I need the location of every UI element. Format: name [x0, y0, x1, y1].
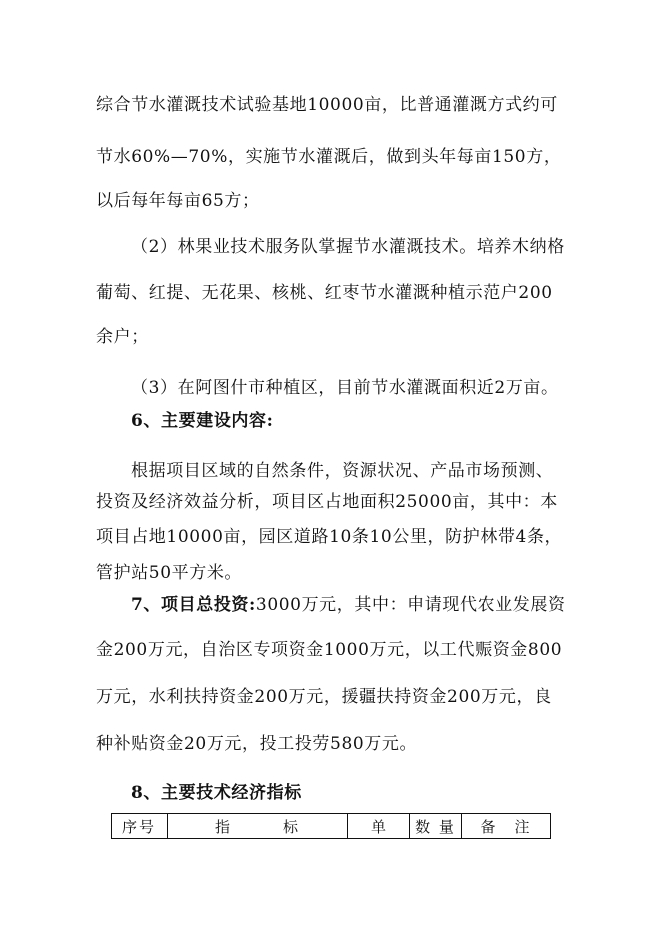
table-header-cell: 备 注: [480, 817, 532, 836]
section-7-first-line: [131, 595, 566, 615]
paragraph-line: 综合节水灌溉技术试验基地10000亩，比普通灌溉方式约可: [96, 95, 558, 115]
section-6-line: 项目占地10000亩，园区道路10条10公里，防护林带4条，: [96, 527, 563, 547]
paragraph-line: 葡萄、红提、无花果、核桃、红枣节水灌溉种植示范户200: [96, 283, 553, 303]
paragraph-line: 余户；: [96, 327, 149, 347]
paragraph-line: （3）在阿图什市种植区，目前节水灌溉面积近2万亩。: [131, 378, 559, 398]
paragraph-line: 节水60%—70%，实施节水灌溉后，做到头年每亩150方，: [96, 147, 562, 167]
section-7-line: 金200万元，自治区专项资金1000万元，以工代赈资金800: [96, 640, 563, 660]
section-8-heading: 8、主要技术经济指标: [131, 783, 302, 803]
section-7-first-line-text: 3000万元，其中：申请现代农业发展资: [255, 595, 566, 615]
section-7-line: 种补贴资金20万元，投工投劳580万元。: [96, 734, 418, 754]
table-header-cell: 指 标: [168, 814, 348, 838]
table-header-cell: 序号: [112, 814, 168, 838]
table-header-cell: 数 量: [410, 814, 462, 838]
section-6-heading: 6、主要建设内容:: [131, 411, 274, 431]
section-6-line: 投资及经济效益分析，项目区占地面积25000亩，其中：本: [96, 492, 558, 512]
section-7-line: 万元，水利扶持资金200万元，援疆扶持资金200万元，良: [96, 687, 552, 707]
table-header-cell: 单: [348, 814, 410, 838]
section-6-line: 根据项目区域的自然条件，资源状况、产品市场预测、: [131, 461, 554, 481]
paragraph-line: （2）林果业技术服务队掌握节水灌溉技术。培养木纳格: [131, 237, 565, 257]
indicator-table-header-row: [111, 813, 551, 839]
section-6-line: 管护站50平方米。: [96, 563, 243, 583]
paragraph-line: 以后每年每亩65方；: [96, 191, 260, 211]
section-7-heading: 7、项目总投资:: [131, 595, 256, 615]
